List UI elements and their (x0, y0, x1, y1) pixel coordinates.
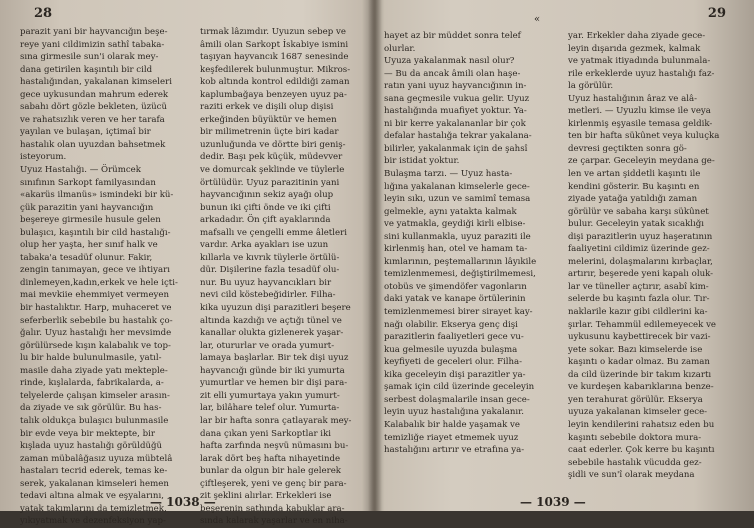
text-line: şırlar. Tehammül edilemeyecek ve (568, 319, 717, 330)
text-line: kıllarla ve kıvrık tüylerle örtülü- (200, 252, 340, 263)
text-line: şidli ve sun'î olarak meydana (568, 470, 695, 481)
text-line: arkadadır. Ön çift ayaklarında (200, 215, 331, 226)
text-line: Uyuza yakalanmak nasıl olur? (384, 56, 515, 67)
text-line: kaşıntı sebebile doktora mura- (568, 432, 702, 443)
text-line: kika geceleyin dişi parazitler ya- (384, 369, 526, 380)
text-line: yen terahurat görülür. Ekserya (568, 394, 703, 405)
text-line: kımlarının, peştemallarının lâyıkile (384, 256, 537, 267)
text-line: hastalığında muafiyet yoktur. Ya- (384, 106, 527, 117)
text-line: ratın yani uyuz hayvancığının in- (384, 81, 527, 92)
text-line: kirlenmiş han, otel ve hamam ta- (384, 244, 528, 255)
text-line: şamak için cild üzerinde geceleyin (384, 382, 535, 393)
text-line: isteyorum. (20, 152, 67, 163)
text-line: uykusunu kaybettirecek bir vazi- (568, 332, 711, 343)
text-line: dana çıkan yeni Sarkoptlar iki (200, 428, 332, 439)
text-line: lu bir halde bulunulmasile, yatıl- (20, 353, 162, 364)
text-line: beşereye girmesile husule gelen (20, 215, 161, 226)
text-line: nağı olabilir. Ekserya genç dişi (384, 319, 518, 330)
text-line: kışlada uyuz hastalığı görüldüğü (20, 441, 163, 452)
text-line: ve yatmakla, geydiği kirli elbise- (384, 219, 526, 230)
text-line: hastalığından, yakalanan kimseleri (20, 77, 172, 88)
text-line: talık oldukça bulaşıcı bulunmasile (20, 415, 169, 426)
text-line: caat ederler. Çok kerre bu kaşıntı (568, 445, 715, 456)
text-line: sınıfının Sarkopt familyasından (20, 177, 156, 188)
text-line: lar bir hafta sonra çatlayarak mey- (200, 415, 352, 426)
text-line: kika uyuzun dişi parazitleri beşere (200, 303, 351, 314)
text-line: uyuza yakalanan kimseler gece- (568, 407, 708, 418)
text-line: ziyade yatağa yatıldığı zaman (568, 194, 698, 205)
text-line: melerini, dolaşmalarını kırbaçlar, (568, 256, 713, 267)
text-line: dana getirilen kaşıntılı bir cild (20, 64, 153, 75)
text-line: zit şeklini alırlar. Erkekleri ise (200, 491, 332, 502)
text-line: nevi cild köstebeğidirler. Filha- (200, 290, 336, 301)
text-line: da cild üzerinde bir takım kızartı (568, 369, 712, 380)
text-line: ten bir hafta sükûnet veya kuluçka (568, 131, 720, 142)
text-line: serek, yakalanan kimseleri hemen (20, 478, 169, 489)
text-line: örtülüdür. Uyuz parazitinin yani (200, 177, 340, 188)
text-line: ve yatmak itiyadında bulunmala- (568, 56, 711, 67)
footer-page-number-left: — 1038 — (150, 495, 216, 509)
text-line: dinlemeyen,kadın,erkek ve hele içti- (20, 277, 178, 288)
text-line: kaşıntı o kadar olmaz. Bu zaman (568, 357, 710, 368)
text-line: leyin uyuz hastalığına yakalanır. (384, 407, 525, 418)
text-line: kua gelmesile uyuzda bulaşma (384, 344, 518, 355)
text-line: lığına yakalanan kimselerle gece- (384, 181, 530, 192)
text-line: ze çarpar. Geceleyin meydana ge- (568, 156, 715, 167)
text-line: sına girmesile sun'i olarak mey- (20, 52, 159, 63)
text-line: sini kullanmakla, uyuz paraziti ile (384, 231, 531, 242)
text-line: hayvancığının sekiz ayağı olup (200, 190, 334, 201)
page-number-left: 28 (34, 6, 53, 21)
text-line: Kalabalık bir halde yaşamak ve (384, 419, 520, 430)
text-line: lar, otururlar ve orada yumurt- (200, 340, 335, 351)
text-line: raziti erkek ve dişili olup dişisi (200, 102, 334, 113)
text-line: bir milimetrenin üçte biri kadar (200, 127, 339, 138)
text-line: defalar hastalığa tekrar yakalana- (384, 131, 532, 142)
text-line: beşerenin sathında kabuklar ara- (200, 503, 345, 514)
text-line: tedavi altına almak ve eşyalarını, (20, 491, 164, 502)
text-line: mafsallı ve çengelli emme âletleri (200, 227, 347, 238)
text-line: tabaka'a tesadüf olunur. Fakir, (20, 252, 153, 263)
text-line: kirlenmiş eşyasile temasa geldik- (568, 118, 713, 129)
text-line: kob altında kontrol edildiği zaman (200, 77, 350, 88)
text-line: daki yatak ve kanape örtülerinin (384, 294, 526, 305)
text-line: dedir. Başı pek küçük, müdevver (200, 152, 343, 163)
text-line: temizliğe riayet etmemek uyuz (384, 432, 519, 443)
text-line: altında kazdığı ve açtığı tünel ve (200, 315, 342, 326)
text-line: yete sokar. Bazı kimselerde ise (568, 344, 703, 355)
text-line: bunlar da olgun bir hale gelerek (200, 466, 341, 477)
text-line: lamaya başlarlar. Bir tek dişi uyuz (200, 353, 349, 364)
text-line: dişi parazitlerin uyuz haşeratının (568, 231, 713, 242)
text-line: keyfiyeti de geceleri olur. Filha- (384, 357, 523, 368)
text-line: sabahı dört gözle bekleten, üzücü (20, 102, 168, 113)
text-line: temizlenmemesi, değiştirilmemesi, (384, 269, 536, 280)
text-line: serbest dolaşmalarile insan gece- (384, 394, 530, 405)
text-line: sebebile hastalık vücudda gez- (568, 457, 702, 468)
text-line: devresi geçtikten sonra gö- (568, 143, 687, 154)
text-line: lar ve tüneller açtırır, asabî kim- (568, 281, 709, 292)
text-line: masile daha ziyade yatı mekteple- (20, 365, 168, 376)
text-line: zit elli yumurtaya yakın yumurt- (200, 390, 340, 401)
text-line: da ziyade ve sık görülür. Bu has- (20, 403, 162, 414)
text-line: hafta zarfında neşvü nümasını bu- (200, 441, 349, 452)
text-line: sana geçmesile vukua gelir. Uyuz (384, 93, 530, 104)
text-line: bunun iki çifti önde ve iki çifti (200, 202, 331, 213)
text-line: erkeğinden büyüktür ve hemen (200, 114, 337, 125)
text-line: kendini gösterir. Bu kaşıntı en (568, 181, 700, 192)
text-line: artırır, beşerede yeni kapalı oluk- (568, 269, 714, 280)
text-line: parazitlerin faaliyetleri gece vu- (384, 332, 524, 343)
text-line: ve rahatsızlık veren ve her tarafa (20, 114, 165, 125)
text-line: bir hastalıktır. Harp, muhaceret ve (20, 303, 172, 314)
text-line: hayet az bir müddet sonra telef (384, 31, 521, 41)
text-line: ve domurcak şeklinde ve tüylerle (200, 165, 345, 176)
text-line: dür. Dişilerine fazla tesadüf olu- (200, 265, 340, 276)
text-line: larak dört beş hafta nihayetinde (200, 453, 341, 464)
text-line: taşıyan hayvancık 1687 senesinde (200, 52, 349, 63)
text-line: tırmak lâzımdır. Uyuzun sebep ve (200, 27, 346, 37)
text-line: bilirler, yakalanmak için de şahsî (384, 143, 528, 154)
text-line: telyelerde çalışan kimseler arasın- (20, 390, 170, 401)
text-line: la görülür. (568, 81, 614, 92)
text-line: leyin kendilerini rahatsız eden bu (568, 419, 715, 430)
text-line: âmili olan Sarkopt İskabiye ismini (200, 39, 349, 50)
text-line: gece uykusundan mahrum ederek (20, 89, 169, 100)
text-line: lar, bilâhare telef olur. Yumurta- (200, 403, 340, 414)
text-line: zengin tanımayan, gece ve ihtiyarı (20, 265, 170, 276)
text-line: yar. Erkekler daha ziyade gece- (568, 31, 706, 41)
text-line: çiftleşerek, yeni ve genç bir para- (200, 478, 347, 489)
text-line: reye yani cildimizin sathî tabaka- (20, 39, 165, 50)
text-line: yumurtlar ve hemen bir dişi para- (200, 378, 348, 389)
right-page-column-2 (568, 30, 736, 482)
text-line: ve kurdeşen kabarıklarına benze- (568, 382, 714, 393)
text-line: keşfedilerek bulunmuştur. Mikros- (200, 64, 351, 75)
page-marker: « (534, 14, 541, 25)
text-line: rile erkeklerde uyuz hastalığı faz- (568, 68, 715, 79)
text-line: «akarüs ilmanüs» ismindeki bir kü- (20, 190, 174, 201)
right-page (378, 0, 754, 511)
text-line: naklarile kazır gibi cildlerini ka- (568, 307, 708, 318)
text-line: hastaları tecrid ederek, temas ke- (20, 466, 168, 477)
text-line: yıkıyatmak ve dezenfeksiyon yap- (20, 516, 166, 527)
text-line: len ve artan şiddetli kaşıntı ile (568, 169, 701, 180)
page-number-right: 29 (707, 6, 726, 21)
text-line: zaman mübalâğasız uyuza mübtelâ (20, 453, 173, 464)
text-line: nur. Bu uyuz hayvancıkları bir (200, 277, 332, 288)
left-page-column-1 (20, 26, 188, 528)
text-line: sında kalarak yaşarlar ve en niha- (200, 516, 348, 527)
text-line: otobüs ve şimendöfer vagonların (384, 281, 527, 292)
text-line: görülürsede kışın kalabalık ve top- (20, 340, 171, 351)
text-line: yatak takımlarını da temizletmek, (20, 503, 167, 514)
left-page-column-2 (200, 26, 368, 528)
text-line: bulaşıcı, kaşıntılı bir cild hastalığı- (20, 227, 171, 238)
text-line: seferberlik sebebile bu hastalık ço- (20, 315, 173, 326)
text-line: Uyuz Hastalığı. — Örümcek (20, 165, 141, 176)
left-page (0, 0, 372, 527)
text-line: kaplumbağaya benzeyen uyuz pa- (200, 89, 347, 100)
text-line: mai mevkiie ehemmiyet vermeyen (20, 290, 170, 301)
text-line: bulur. Geceleyin yatak sıcaklığı (568, 219, 705, 230)
text-line: bir istidat yoktur. (384, 156, 460, 167)
text-line: hastalık olan uyuzdan bahsetmek (20, 139, 166, 150)
text-line: rinde, kışlalarda, fabrikalarda, a- (20, 378, 164, 389)
text-line: selerde bu kaşıntı fazla olur. Tır- (568, 294, 710, 305)
text-line: uzunluğunda ve dörtte biri geniş- (200, 139, 346, 150)
text-line: parazit yani bir hayvancığın beşe- (20, 27, 168, 37)
footer-page-number-right: — 1039 — (520, 495, 586, 509)
text-line: bir evde veya bir mektepte, bir (20, 428, 155, 439)
text-line: metleri. — Uyuzlu kimse ile veya (568, 106, 711, 117)
text-line: Uyuz hastalığının âraz ve alâ- (568, 93, 698, 104)
text-line: ni bir kerre yakalananlar bir çok (384, 118, 526, 129)
text-line: leyin dışarıda gezmek, kalmak (568, 43, 701, 54)
text-line: ğalır. Uyuz hastalığı her mevsimde (20, 328, 172, 339)
text-line: leyin sıkı, uzun ve samimî temasa (384, 194, 531, 205)
text-line: faaliyetini cildimiz üzerinde gez- (568, 244, 710, 255)
text-line: olup her yaşta, her sınıf halk ve (20, 240, 158, 251)
text-line: hastalığını artırır ve etrafına ya- (384, 445, 525, 456)
text-line: çük parazitin yani hayvancığın (20, 202, 154, 213)
text-line: temizlenmemesi birer sirayet kay- (384, 307, 533, 318)
text-line: görülür ve sabaha karşı sükûnet (568, 206, 709, 217)
text-line: kanallar olukta gizlenerek yaşar- (200, 328, 344, 339)
text-line: olurlar. (384, 43, 416, 54)
text-line: hayvancığı günde bir iki yumurta (200, 365, 345, 376)
text-line: — Bu da ancak âmili olan haşe- (384, 68, 521, 79)
right-page-column-1 (384, 30, 552, 457)
text-line: gelmekle, aynı yatakta kalmak (384, 206, 517, 217)
text-line: Bulaşma tarzı. — Uyuz hasta- (384, 169, 513, 180)
text-line: vardır. Arka ayakları ise uzun (200, 240, 329, 251)
text-line: yayılan ve bulaşan, içtimaî bir (20, 127, 151, 138)
